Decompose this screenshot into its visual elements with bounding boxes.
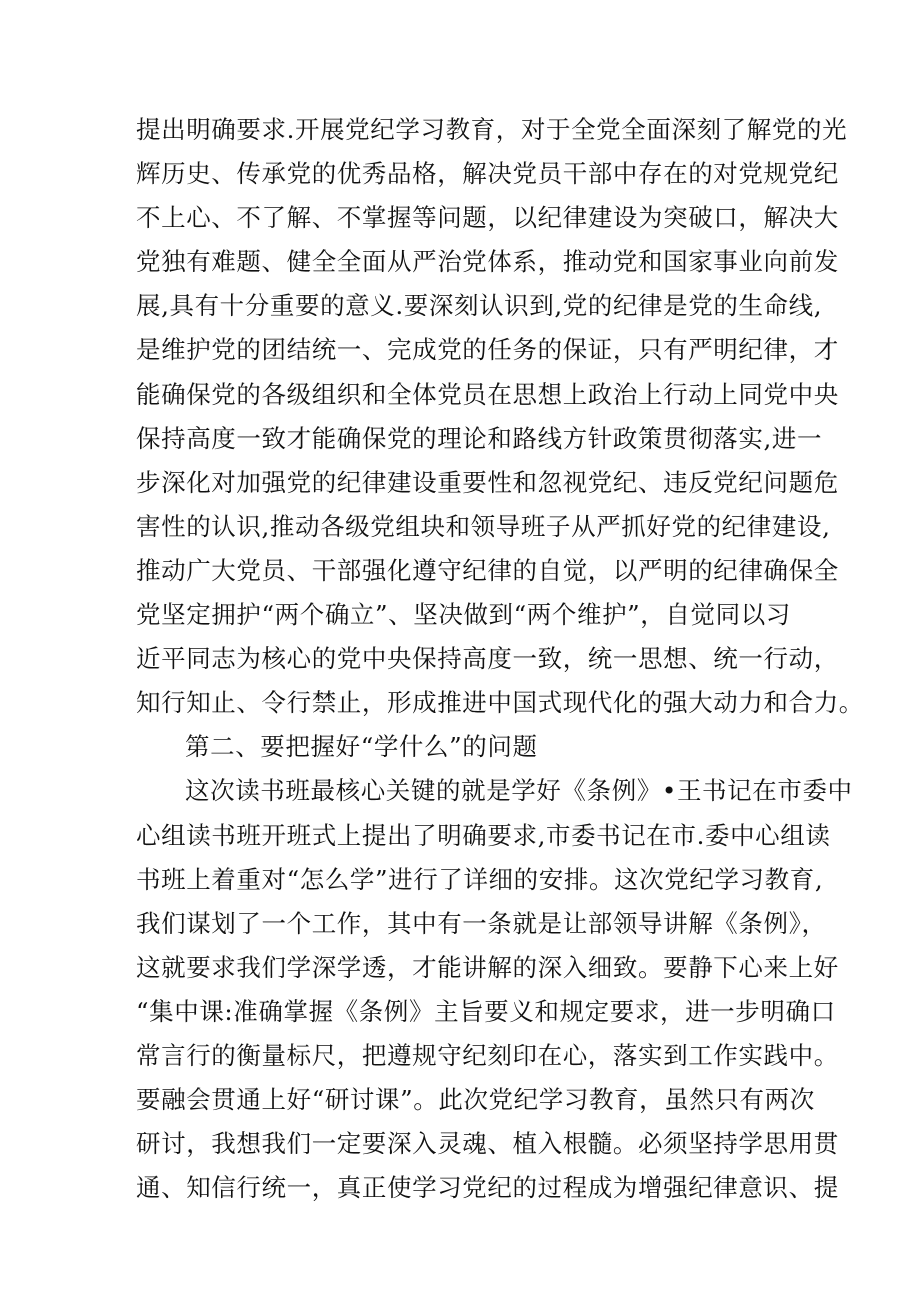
text-line: 党独有难题、健全全面从严治党体系，推动党和国家事业向前发 <box>136 247 839 277</box>
text-line: 提出明确要求.开展党纪学习教育，对于全党全面深刻了解党的光 <box>136 115 848 144</box>
text-line: 不上心、不了解、不掌握等问题，以纪律建设为突破口，解决大 <box>136 203 839 233</box>
text-line: 展,具有十分重要的意义.要深刻认识到,党的纪律是党的生命线, <box>136 291 823 321</box>
text-line: 推动广大党员、干部强化遵守纪律的自觉，以严明的纪律确保全 <box>136 555 839 585</box>
body-text <box>136 108 864 1210</box>
text-line: 害性的认识,推动各级党组块和领导班子从严抓好党的纪律建设, <box>136 511 831 541</box>
section-heading: 第二、要把握好“学什么”的问题 <box>185 732 538 762</box>
text-line: 要融会贯通上好“研讨课”。此次党纪学习教育，虽然只有两次 <box>136 1085 815 1115</box>
text-line: 这次读书班最核心关键的就是学好《条例》•王书记在市委中 <box>185 776 853 806</box>
text-line: 研讨，我想我们一定要深入灵魂、植入根髓。必须坚持学思用贯 <box>136 1129 839 1159</box>
text-line: 常言行的衡量标尺，把遵规守纪刻印在心，落实到工作实践中。 <box>136 1040 839 1070</box>
text-line: 保持高度一致才能确保党的理论和路线方针政策贯彻落实,进一 <box>136 423 823 453</box>
text-line: 是维护党的团结统一、完成党的任务的保证，只有严明纪律，才 <box>136 335 839 365</box>
text-line: 近平同志为核心的党中央保持高度一致，统一思想、统一行动， <box>136 644 839 674</box>
text-line: 辉历史、传承党的优秀品格，解决党员干部中存在的对党规党纪 <box>136 159 839 189</box>
text-line: 心组读书班开班式上提出了明确要求,市委书记在市.委中心组读 <box>136 820 831 850</box>
text-line: “集中课:准确掌握《条例》主旨要义和规定要求，进一步明确口 <box>136 996 836 1026</box>
text-line: 能确保党的各级组织和全体党员在思想上政治上行动上同党中央 <box>136 379 839 409</box>
text-line: 步深化对加强党的纪律建设重要性和忽视党纪、违反党纪问题危 <box>136 467 839 497</box>
text-line: 我们谋划了一个工作，其中有一条就是让部领导讲解《条例》， <box>136 908 827 938</box>
text-line: 知行知止、令行禁止，形成推进中国式现代化的强大动力和合力。 <box>136 688 864 718</box>
text-line: 书班上着重对“怎么学”进行了详细的安排。这次党纪学习教育, <box>136 864 824 894</box>
text-line: 通、知信行统一，真正使学习党纪的过程成为增强纪律意识、提 <box>136 1173 839 1203</box>
text-line: 党坚定拥护“两个确立”、坚决做到“两个维护”，自觉同以习 <box>136 600 791 630</box>
text-line: 这就要求我们学深学透，才能讲解的深入细致。要静下心来上好 <box>136 952 839 982</box>
